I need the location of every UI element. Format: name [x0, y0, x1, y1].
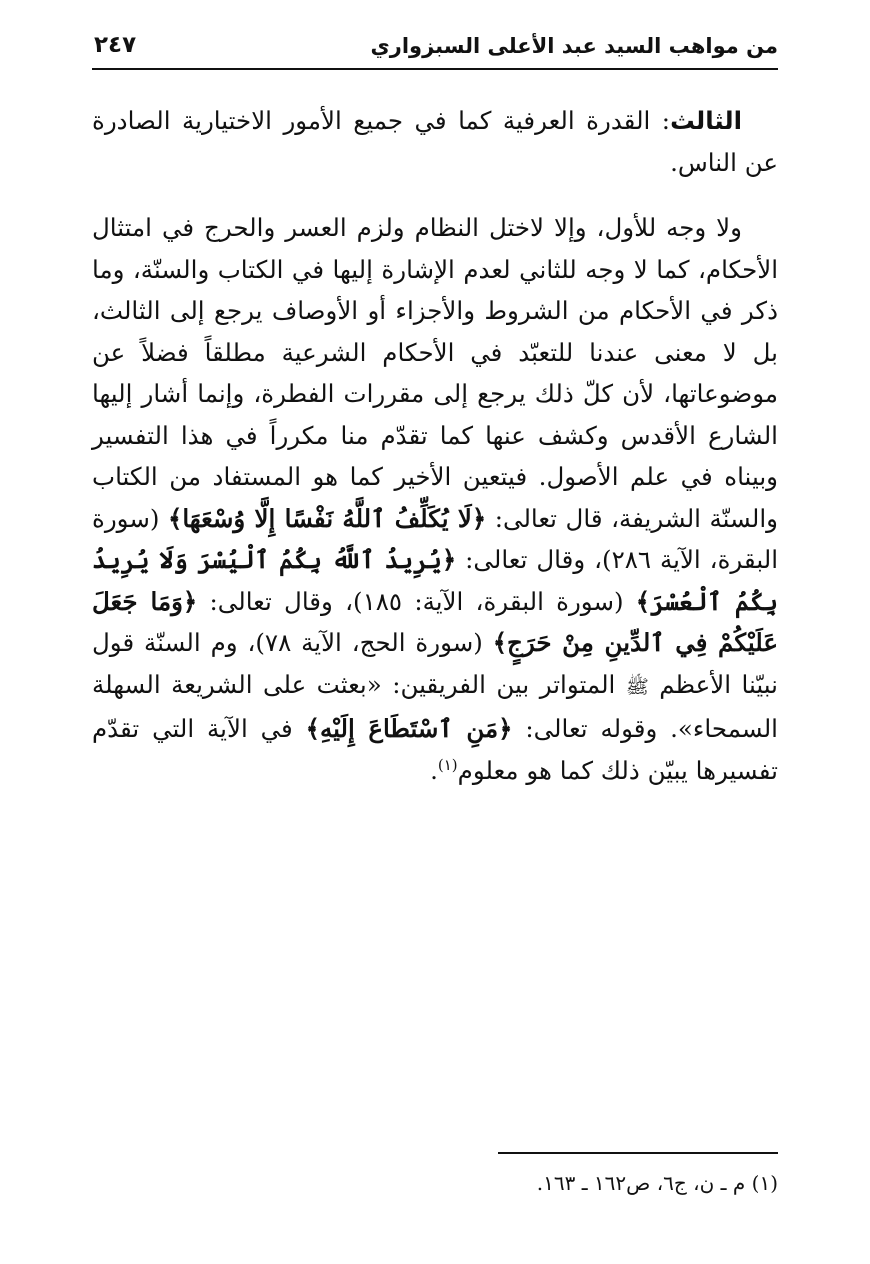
paragraph-1	[92, 100, 778, 183]
body-text	[92, 100, 778, 791]
paragraph-2	[92, 207, 778, 791]
quran-verse-1: ﴿لَا يُكَلِّفُ ٱللَّهُ نَفْسًا إِلَّا وُسْعَهَا﴾	[167, 503, 487, 533]
paragraph-2-text-1: ولا وجه للأول، وإلا لاختل النظام ولزم العسر والحرج في امتثال الأحكام، كما لا وجه للثاني لعدم الإشارة إليها في الكتاب والسنّة، وما ذكر في الأحكام من الشروط والأجزاء أو الأوصاف يرجع إلى الثالث، بل لا معنى عندنا للتعبّد في الأحكام الشرعية مطلقاً فضلاً عن موضوعاتها، لأن كلّ ذلك يرجع إلى مقررات الفطرة، وإنما أشار إليها الشارع الأقدس وكشف عنها كما تقدّم منا مكرراً في هذا التفسير وبيناه في علم الأصول. فيتعين الأخير كما هو المستفاد من الكتاب والسنّة الشريفة، قال تعالى:	[92, 213, 779, 533]
paragraph-2-text-3: (سورة البقرة، الآية: ١٨٥)، وقال تعالى:	[197, 586, 636, 616]
quran-verse-4: ﴿مَنِ ٱسْتَطَاعَ إِلَيْهِ﴾	[305, 714, 513, 743]
paragraph-2-text-5: المتواتر بين الفريقين: «بعثت على الشريعة السهلة السمحاء». وقوله تعالى:	[92, 669, 778, 743]
page-header	[92, 24, 778, 70]
quran-verse-3: ﴿وَمَا جَعَلَ عَلَيْكُمْ فِي ٱلدِّينِ مِنْ حَرَجٍ﴾	[92, 586, 779, 657]
paragraph-2-text-6: في الآية التي تقدّم تفسيرها يبيّن ذلك كما هو معلوم	[92, 714, 778, 785]
paragraph-1-text: : القدرة العرفية كما في جميع الأمور الاختيارية الصادرة عن الناس.	[92, 106, 778, 177]
header-rule	[92, 68, 778, 70]
paragraph-2-text-4: (سورة الحج، الآية ٧٨)، وم السنّة قول نبيّنا الأعظم	[92, 628, 778, 699]
running-title: من مواهب السيد عبد الأعلى السبزواري	[370, 34, 778, 58]
paragraph-2-end: .	[430, 755, 438, 785]
quran-verse-2: ﴿يُرِيدُ ٱللَّهُ بِكُمُ ٱلْيُسْرَ وَلَا يُرِيدُ بِكُمُ ٱلْعُسْرَ﴾	[92, 545, 778, 616]
footnote-rule	[498, 1152, 778, 1154]
page-number: ٢٤٧	[94, 32, 137, 58]
paragraph-1-lead: الثالث	[670, 106, 742, 135]
paragraph-2-text-2: (سورة البقرة، الآية ٢٨٦)، وقال تعالى:	[92, 503, 778, 574]
footnote: (١) م ـ ن، ج٦، ص١٦٢ ـ ١٦٣.	[536, 1171, 778, 1195]
footnote-marker: (١)	[437, 755, 458, 774]
salutation-glyph: ﷺ	[625, 675, 649, 698]
